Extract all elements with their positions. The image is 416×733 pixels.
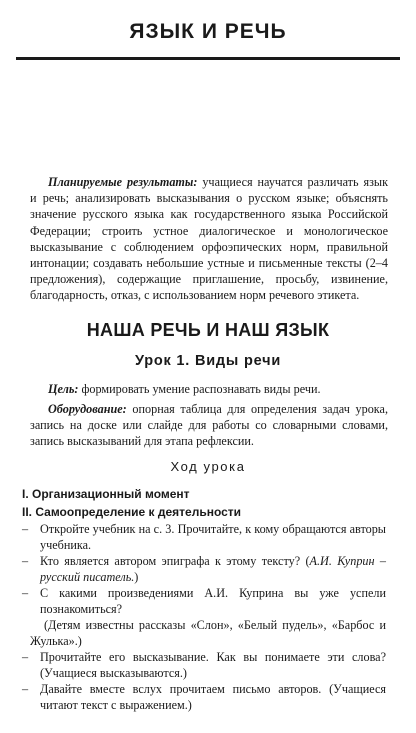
section-title: НАША РЕЧЬ И НАШ ЯЗЫК: [86, 320, 330, 340]
goal-text: формировать умение распознавать виды речи.: [78, 382, 321, 396]
dialogue-line: [22, 649, 386, 681]
chapter-title: ЯЗЫК И РЕЧЬ: [129, 20, 287, 43]
dash: –: [22, 650, 29, 664]
dialogue-line: [22, 553, 386, 585]
dialogue-line: [22, 585, 386, 617]
planned-results-text: учащиеся научатся различать язык и речь; анализировать высказывания о русском языке; объяснять значение русского языка как государственного языка Российской Федерации; строить устное диалогическое и монологическое высказывание с соблюдением орфоэпических норм, правильной интонации; создавать небольшие устные и письменные тексты (2–4 предложения), содержащие приглашение, просьбу, извинение, благодарность, отказ, с использованием норм речевого этикета.: [30, 175, 388, 303]
equipment-text: опорная таблица для определения задач урока, запись на доске или слайде для работы со словарными словами, запись высказываний для этапа рефлексии.: [30, 402, 388, 449]
title-underline: [16, 57, 400, 60]
dialogue-text: Давайте вместе вслух прочитаем письмо авторов. (Учащиеся читают текст с выражением.): [40, 682, 386, 712]
lesson-title: Урок 1. Виды речи: [134, 353, 282, 369]
goal-lead: Цель:: [48, 382, 79, 396]
dialogue-text: С какими произведениями А.И. Куприна вы уже успели познакомиться?: [40, 586, 386, 616]
lesson-equipment: [30, 401, 388, 450]
equipment-lead: Оборудование:: [48, 402, 127, 416]
teacher-note: [30, 617, 386, 649]
dialogue-answer: А.И. Куприн – русский писатель.: [40, 554, 386, 584]
dash: –: [22, 554, 29, 568]
dash: –: [22, 682, 29, 696]
planned-results-lead: Планируемые результаты:: [48, 175, 198, 189]
dialogue-line: [22, 681, 386, 713]
dialogue-line: [22, 521, 386, 553]
note-text: (Детям известны рассказы «Слон», «Белый пудель», «Барбос и Жулька».): [30, 618, 386, 648]
lesson-goal: [30, 381, 388, 397]
planned-results: [30, 174, 388, 304]
dialogue-text: Кто является автором эпиграфа к этому тексту? (: [40, 554, 310, 568]
stage-heading: II. Самоопределение к деятельности: [22, 505, 242, 519]
dialogue-text: Откройте учебник на с. 3. Прочитайте, к кому обращаются авторы учебника.: [40, 522, 386, 552]
dash: –: [22, 522, 29, 536]
course-title: Ход урока: [170, 459, 246, 474]
dialogue-text: ): [134, 570, 139, 584]
dialogue-text: Прочитайте его высказывание. Как вы понимаете эти слова? (Учащиеся высказываются.): [40, 650, 386, 680]
stage-heading: I. Организационный момент: [22, 487, 190, 501]
dash: –: [22, 586, 29, 600]
